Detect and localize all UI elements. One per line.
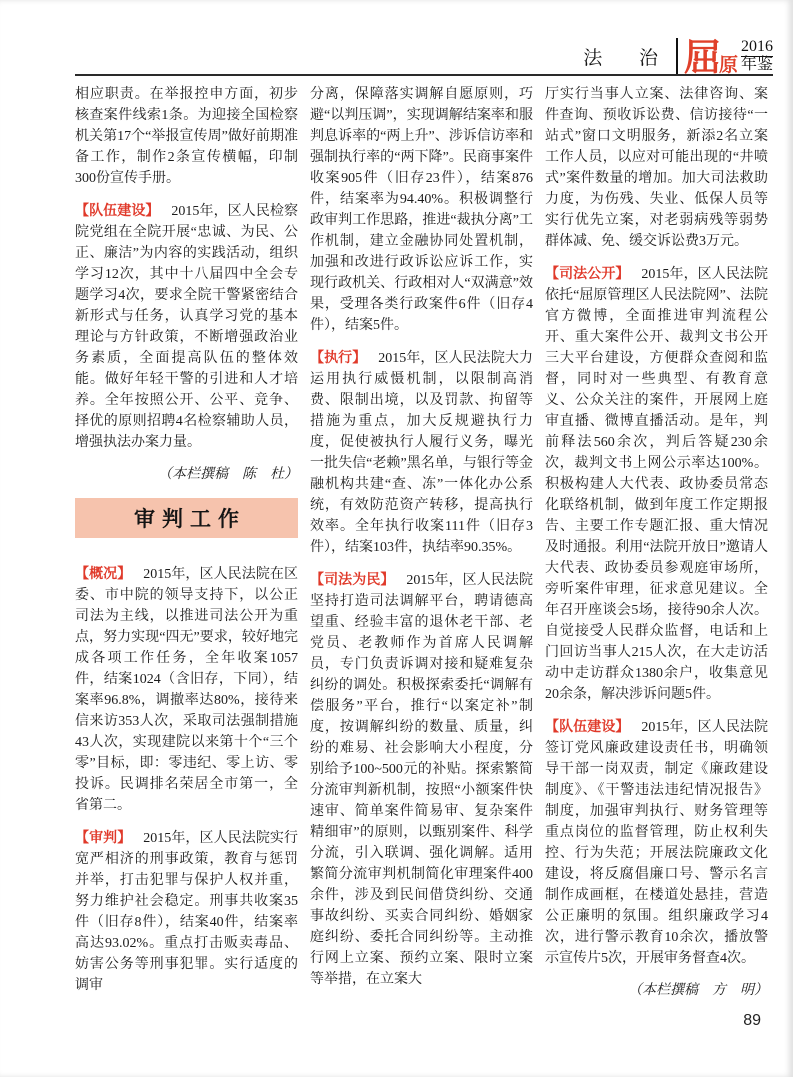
entry-label: 【司法为民】 bbox=[310, 571, 395, 587]
page-content bbox=[75, 84, 768, 1016]
paragraph-overview bbox=[75, 563, 298, 816]
yearbook-logo bbox=[683, 36, 773, 78]
column-3 bbox=[545, 84, 768, 1016]
paragraph-text: 厅实行当事人立案、法律咨询、案件查询、预收诉讼费、信访接待“一站式”窗口文明服务，新添2名立案工作人员，以应对可能出现的“井喷式”案件数量的增加。加大司法救助力度，为伤残、失业、低保人员等实行优先立案，对老弱病残等弱势群体减、免、缓交诉讼费3万元。 bbox=[545, 87, 768, 249]
logo-year: 2016 bbox=[740, 38, 773, 56]
byline-chen-du: （本栏撰稿 陈 杜） bbox=[158, 467, 298, 482]
byline-fang-ming: （本栏撰稿 方 明） bbox=[628, 983, 768, 998]
logo-year-block bbox=[741, 39, 773, 74]
paragraph-text: 分离，保障落实调解自愿原则，巧避“以判压调”，实现调解结案率和服判息诉率的“两上升”、涉诉信访率和强制执行率的“两下降”。民商事案件收案905件（旧存23件），结案876件，结案率为94.40%。积极调整行政审判工作思路，推进“裁执分离”工作机制，建立金融协同处置机制，加强和改进行政诉讼应诉工作，实现行政机关、行政相对人“双满意”效果，受理各类行政案件6件（旧存4件），结案5件。 bbox=[310, 87, 533, 333]
logo-main-character: 屈 bbox=[683, 36, 721, 78]
paragraph-text: 2015年，区人民法院签订党风廉政建设责任书，明确领导干部一岗双责，制定《廉政建设制度》、《干警违法违纪情况报告》制度，加强审判执行、财务管理等重点岗位的监督管理，防止权利失控、行为失范；开展法院廉政文化建设，将反腐倡廉口号、警示名言制作成画框，在楼道处悬挂，营造公正廉明的氛围。组织廉政学习4次，进行警示教育10余次，播放警示宣传片5次，开展审务督查4次。 bbox=[545, 720, 768, 966]
section-name-label: 法 治 bbox=[583, 48, 674, 69]
paragraph-enforcement bbox=[310, 347, 533, 558]
paragraph-text: 2015年，区人民法院在区委、市中院的领导支持下，以公正司法为主线，以推进司法公开为重点，努力实现“四无”要求，较好地完成各项工作任务，全年收案1057件，结案1024（含旧存，下同），结案率96.8%，调撤率达80%，接待来信来访353人次，采取司法强制措施43人次，实现建院以来第十个“三个零”目标，即：零违纪、零上访、零投诉。民调排名荣居全市第一，全省第二。 bbox=[75, 567, 298, 813]
header-row bbox=[75, 0, 773, 78]
entry-label: 【队伍建设】 bbox=[545, 718, 630, 734]
entry-label: 【司法公开】 bbox=[545, 265, 630, 281]
section-title-box bbox=[75, 498, 298, 538]
entry-label: 【执行】 bbox=[310, 349, 367, 365]
paragraph-judicial-openness bbox=[545, 263, 768, 705]
paragraph-text: 2015年，区人民法院坚持打造司法调解平台，聘请德高望重、经验丰富的退休老干部、老党员、老教师作为首席人民调解员，专门负责诉调对接和疑难复杂纠纷的调处。积极探索委托“调解有偿服务”平台，推行“以案定补”制度，按调解纠纷的数量、质量，纠纷的难易、社会影响大小程度，分别给予100~500元的补贴。探索繁简分流审判新机制，按照“小额案件快速审、简单案件简易审、复杂案件精细审”的原则，以甄别案件、科学分流，引入联调、强化调解。适用繁简分流审判机制简化审理案件400余件，涉及到民间借贷纠纷、交通事故纠纷、买卖合同纠纷、婚姻家庭纠纷、委托合同纠纷等。主动推行网上立案、预约立案、限时立案等举措，在立案大 bbox=[310, 573, 533, 987]
column-1 bbox=[75, 84, 298, 1016]
paragraph-text: 相应职责。在举报控申方面，初步核查案件线索1条。为迎接全国检察机关第17个“举报宣传周”做好前期准备工作，制作2条宣传横幅，印制300份宣传手册。 bbox=[75, 87, 298, 186]
entry-label: 【队伍建设】 bbox=[75, 202, 160, 218]
paragraph-continuation bbox=[310, 84, 533, 336]
logo-sub-character: 原 bbox=[718, 55, 738, 76]
paragraph-team-building-procuratorate bbox=[75, 200, 298, 453]
paragraph-text: 2015年，区人民法院依托“屈原管理区人民法院网”、法院官方微博，全面推进审判流程公开、重大案件公开、裁判文书公开三大平台建设，方便群众查阅和监督，同时对一些典型、有教育意义、公众关注的案件，开展网上庭审直播、微博直播活动。是年，判前释法560余次，判后答疑230余次，裁判文书上网公示率达100%。积极构建人大代表、政协委员常态化联络机制，做到年度工作定期报告、主要工作专题汇报、重大情况及时通报。利用“法院开放日”邀请人大代表、政协委员参观庭审场所，旁听案件审理，征求意见建议。全年召开座谈会5场，接待90余人次。自觉接受人民群众监督，电话和上门回访当事人215人次，在大走访活动中走访群众1380余户，收集意见20余条，解决涉诉问题5件。 bbox=[545, 267, 768, 702]
paragraph-team-building-court bbox=[545, 716, 768, 969]
header-rule bbox=[75, 74, 773, 76]
paragraph-continuation bbox=[545, 84, 768, 252]
page-number: 89 bbox=[743, 1012, 761, 1029]
paragraph-trial bbox=[75, 827, 298, 996]
header-divider bbox=[676, 38, 678, 74]
paragraph-continuation bbox=[75, 84, 298, 189]
entry-label: 【审判】 bbox=[75, 829, 132, 845]
section-title: 审判工作 bbox=[134, 508, 246, 531]
entry-label: 【概况】 bbox=[75, 565, 132, 581]
paragraph-text: 2015年，区人民检察院党组在全院开展“忠诚、为民、公正、廉洁”为内容的实践活动，组织学习12次，其中十八届四中全会专题学习4次，要求全院干警紧密结合新形式与任务，认真学习党的基本理论与方针政策，不断增强政治业务素质，全面提高队伍的整体效能。做好年轻干警的引进和人才培养。全年按照公开、公平、竞争、择优的原则招聘4名检察辅助人员，增强执法办案力量。 bbox=[75, 204, 298, 450]
logo-type: 年鉴 bbox=[740, 56, 773, 74]
paragraph-justice-for-people bbox=[310, 569, 533, 990]
column-2 bbox=[310, 84, 533, 1016]
paragraph-text: 2015年，区人民法院实行宽严相济的刑事政策，教育与惩罚并举，打击犯罪与保护人权并重，努力维护社会稳定。刑事共收案35件（旧存8件），结案40件，结案率高达93.02%。重点打击贩卖毒品、妨害公务等刑事犯罪。实行适度的调审 bbox=[75, 831, 298, 993]
page-header bbox=[75, 0, 773, 76]
paragraph-text: 2015年，区人民法院大力运用执行威慑机制，以限制高消费、限制出境，以及罚款、拘留等措施为重点，加大反规避执行力度，促使被执行人履行义务，曝光一批失信“老赖”黑名单，与银行等金融机构共建“查、冻”一体化办公系统，有效防范资产转移，提高执行效率。全年执行收案111件（旧存3件），结案103件，执结率90.35%。 bbox=[310, 351, 533, 555]
